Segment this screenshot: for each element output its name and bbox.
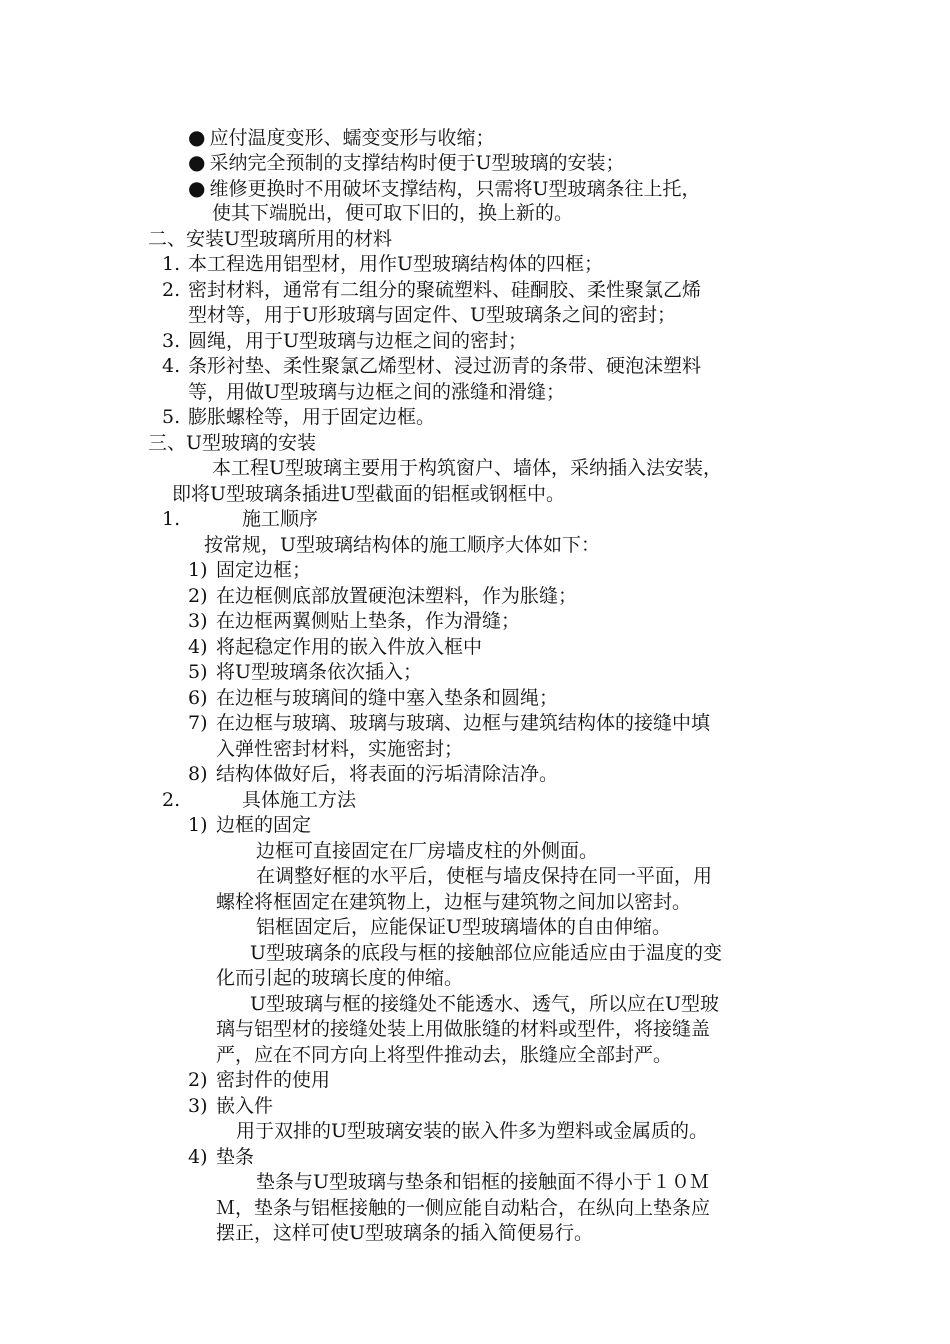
- step-item: 4) 将起稳定作用的嵌入件放入框中: [188, 636, 483, 658]
- step-item: 7) 在边框与玻璃、玻璃与玻璃、边框与建筑结构体的接缝中填: [188, 712, 711, 734]
- step-item: 1) 固定边框；: [188, 559, 312, 581]
- step-item: 1) 边框的固定: [188, 814, 312, 836]
- paragraph-line: Ｍ，垫条与铝框接触的一侧应能自动粘合，在纵向上垫条应: [216, 1197, 711, 1219]
- list-item: 5. 膨胀螺栓等，用于固定边框。: [162, 406, 436, 428]
- step-item: 3) 在边框两翼侧贴上垫条，作为滑缝；: [188, 610, 521, 632]
- bullet-item: ● 采纳完全预制的支撑结构时便于U型玻璃的安装；: [188, 150, 625, 174]
- paragraph-line: 化而引起的玻璃长度的伸缩。: [216, 967, 464, 989]
- paragraph-line: 按常规，U型玻璃结构体的施工顺序大体如下：: [204, 534, 601, 556]
- subsection-heading: 1. 施工顺序: [162, 508, 319, 530]
- step-item: 4) 垫条: [188, 1146, 255, 1168]
- section-heading: 三、U型玻璃的安装: [148, 432, 317, 454]
- paragraph-line: 边框可直接固定在厂房墙皮柱的外侧面。: [256, 840, 599, 862]
- step-item: 3) 嵌入件: [188, 1095, 274, 1117]
- step-item-continuation: 入弹性密封材料，实施密封；: [216, 738, 464, 760]
- list-item-continuation: 型材等，用于U形玻璃与固定件、U型玻璃条之间的密封；: [188, 304, 677, 326]
- bullet-icon: ●: [188, 125, 206, 149]
- step-item: 5) 将U型玻璃条依次插入；: [188, 661, 423, 683]
- bullet-item: ● 应付温度变形、蠕变变形与收缩；: [188, 125, 495, 149]
- list-item-continuation: 等，用做U型玻璃与边框之间的涨缝和滑缝；: [188, 381, 566, 403]
- bullet-icon: ●: [188, 176, 206, 200]
- paragraph-line: 垫条与U型玻璃与垫条和铝框的接触面不得小于１０Ｍ: [256, 1171, 710, 1193]
- paragraph-line: 即将U型玻璃条插进U型截面的铝框或钢框中。: [172, 483, 566, 505]
- step-item: 2) 密封件的使用: [188, 1069, 331, 1091]
- bullet-icon: ●: [188, 150, 206, 174]
- section-heading: 二、安装U型玻璃所用的材料: [148, 228, 393, 250]
- list-item: 1. 本工程选用铝型材，用作U型玻璃结构体的四框；: [162, 253, 604, 275]
- paragraph-line: U型玻璃与框的接缝处不能透水、透气，所以应在U型玻: [250, 993, 720, 1015]
- bullet-item: ● 维修更换时不用破坏支撑结构，只需将U型玻璃条往上托，: [188, 176, 701, 200]
- paragraph-line: 用于双排的U型玻璃安装的嵌入件多为塑料或金属质的。: [236, 1120, 709, 1142]
- bullet-continuation: 使其下端脱出，便可取下旧的，换上新的。: [212, 202, 574, 224]
- paragraph-line: 璃与铝型材的接缝处装上用做胀缝的材料或型件，将接缝盖: [216, 1018, 711, 1040]
- paragraph-line: 在调整好框的水平后，使框与墙皮保持在同一平面，用: [256, 865, 713, 887]
- paragraph-line: U型玻璃条的底段与框的接触部位应能适应由于温度的变: [250, 942, 723, 964]
- step-item: 2) 在边框侧底部放置硬泡沫塑料，作为胀缝；: [188, 585, 578, 607]
- list-item: 2. 密封材料，通常有二组分的聚硫塑料、硅酮胶、柔性聚氯乙烯: [162, 279, 702, 301]
- paragraph-line: 本工程U型玻璃主要用于构筑窗户、墙体，采纳插入法安装，: [212, 457, 723, 479]
- step-item: 8) 结构体做好后，将表面的污垢清除洁净。: [188, 763, 559, 785]
- step-item: 6) 在边框与玻璃间的缝中塞入垫条和圆绳；: [188, 687, 559, 709]
- list-item: 4. 条形衬垫、柔性聚氯乙烯型材、浸过沥青的条带、硬泡沫塑料: [162, 355, 702, 377]
- paragraph-line: 摆正，这样可使U型玻璃条的插入简便易行。: [216, 1222, 594, 1244]
- paragraph-line: 螺栓将框固定在建筑物上，边框与建筑物之间加以密封。: [216, 891, 692, 913]
- paragraph-line: 严，应在不同方向上将型件推动去，胀缝应全部封严。: [216, 1044, 673, 1066]
- list-item: 3. 圆绳，用于U型玻璃与边框之间的密封；: [162, 330, 528, 352]
- subsection-heading: 2. 具体施工方法: [162, 789, 357, 811]
- paragraph-line: 铝框固定后，应能保证U型玻璃墙体的自由伸缩。: [256, 916, 672, 938]
